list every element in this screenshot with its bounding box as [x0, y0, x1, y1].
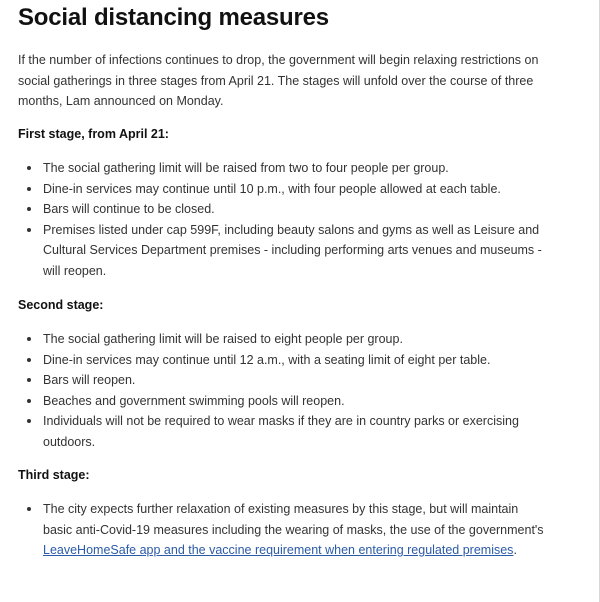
list-item: Individuals will not be required to wear masks if they are in country parks or exercising outdoors.: [18, 411, 548, 452]
stage-3-list: [18, 499, 548, 561]
bullet-icon: [27, 399, 31, 403]
list-item: The city expects further relaxation of existing measures by this stage, but will maintain basic anti-Covid-19 measures including the wearing of masks, the use of the government's LeaveHomeSafe app and the vaccine requirement when entering regulated premises.: [18, 499, 548, 561]
bullet-icon: [27, 337, 31, 341]
bullet-icon: [27, 378, 31, 382]
list-item: Dine-in services may continue until 10 p.m., with four people allowed at each table.: [18, 179, 548, 200]
list-item: Bars will continue to be closed.: [18, 199, 548, 220]
list-item: Premises listed under cap 599F, including beauty salons and gyms as well as Leisure and Cultural Services Department premises - including performing arts venues and museums - will reopen.: [18, 220, 548, 282]
list-item: Beaches and government swimming pools will reopen.: [18, 391, 548, 412]
bullet-icon: [27, 187, 31, 191]
stage-3-heading: Third stage:: [18, 468, 90, 482]
list-item: The social gathering limit will be raised to eight people per group.: [18, 329, 548, 350]
bullet-icon: [27, 207, 31, 211]
stage-2-list: [18, 329, 548, 452]
stage-1-heading: First stage, from April 21:: [18, 127, 169, 141]
leavehomesafe-link[interactable]: LeaveHomeSafe app and the vaccine requirement when entering regulated premises: [43, 543, 514, 557]
intro-paragraph: If the number of infections continues to drop, the government will begin relaxing restrictions on social gatherings in three stages from April 21. The stages will unfold over the course of three months, Lam announced on Monday.: [18, 53, 539, 108]
stage-1-list: [18, 158, 548, 281]
bullet-icon: [27, 228, 31, 232]
bullet-icon: [27, 166, 31, 170]
list-item: Dine-in services may continue until 12 a.m., with a seating limit of eight per table.: [18, 350, 548, 371]
bullet-icon: [27, 358, 31, 362]
section-heading: Social distancing measures: [18, 4, 329, 31]
list-item: Bars will reopen.: [18, 370, 548, 391]
bullet-icon: [27, 507, 31, 511]
stage-2-heading: Second stage:: [18, 298, 104, 312]
list-item: The social gathering limit will be raised from two to four people per group.: [18, 158, 548, 179]
bullet-icon: [27, 419, 31, 423]
